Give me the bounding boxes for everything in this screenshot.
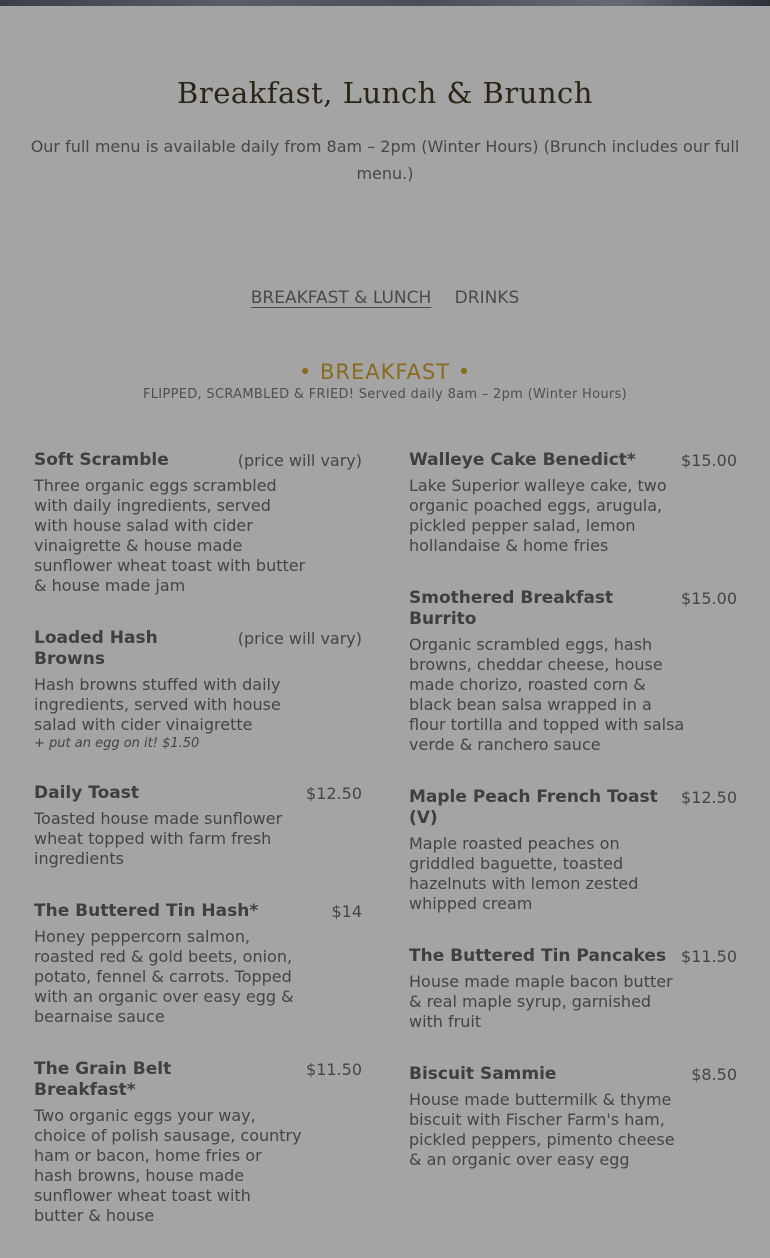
menu-item-addon-note: + put an egg on it! $1.50 — [34, 736, 200, 751]
menu-column-left — [34, 450, 362, 1258]
menu-item-description: House made buttermilk & thyme biscuit with Fischer Farm's ham, pickled peppers, pimento cheese & an organic over easy egg — [409, 1090, 675, 1169]
menu-item-description: House made maple bacon butter & real maple syrup, garnished with fruit — [409, 972, 673, 1031]
menu-item-price: $15.00 — [681, 451, 737, 470]
menu-item-price: $15.00 — [681, 589, 737, 608]
menu-item-description: Organic scrambled eggs, hash browns, cheddar cheese, house made chorizo, roasted corn & black bean salsa wrapped in a flour tortilla and topped with salsa verde & ranchero sauce — [409, 635, 685, 754]
menu-item-price: $11.50 — [306, 1060, 362, 1079]
menu-item-description: Hash browns stuffed with daily ingredients, served with house salad with cider vinaigrette — [34, 675, 281, 734]
menu-item-price: $12.50 — [681, 788, 737, 807]
section-title: • BREAKFAST • — [298, 360, 472, 384]
menu-item-description: Toasted house made sunflower wheat topped with farm fresh ingredients — [34, 809, 283, 868]
menu-item-price: $8.50 — [691, 1065, 737, 1084]
menu-item — [409, 946, 737, 1032]
menu-item-name: Daily Toast — [34, 783, 139, 803]
menu-item — [409, 450, 737, 556]
tab-breakfast-lunch[interactable]: BREAKFAST & LUNCH — [250, 288, 432, 308]
menu-item-description: Two organic eggs your way, choice of polish sausage, country ham or bacon, home fries or hash browns, house made sunflower wheat toast with butter & house — [34, 1106, 302, 1225]
menu-item-name: Biscuit Sammie — [409, 1064, 557, 1084]
tab-drinks[interactable]: DRINKS — [454, 288, 520, 308]
menu-item-price: $14 — [331, 902, 362, 921]
menu-item-price: (price will vary) — [237, 629, 362, 648]
menu-item-name: Soft Scramble — [34, 450, 169, 470]
menu-item-price: $12.50 — [306, 784, 362, 803]
menu-item-name: The Grain Belt Breakfast* — [34, 1059, 172, 1100]
menu-item-name: The Buttered Tin Hash* — [34, 901, 259, 921]
menu-item-name: Walleye Cake Benedict* — [409, 450, 636, 470]
menu-item-name: Maple Peach French Toast (V) — [409, 787, 658, 828]
menu-item-description: Three organic eggs scrambled with daily ingredients, served with house salad with cider vinaigrette & house made sunflower wheat toast with butter & house made jam — [34, 476, 306, 595]
menu-item — [409, 1064, 737, 1170]
menu-item — [34, 450, 362, 596]
page-title: Breakfast, Lunch & Brunch — [177, 76, 593, 110]
menu-item — [34, 1059, 362, 1226]
menu-item — [34, 628, 362, 751]
menu-item-description: Lake Superior walleye cake, two organic poached eggs, arugula, pickled pepper salad, lemon hollandaise & home fries — [409, 476, 667, 555]
menu-item — [409, 588, 737, 755]
menu-item-name: Smothered Breakfast Burrito — [409, 588, 614, 629]
menu-item-price: (price will vary) — [237, 451, 362, 470]
menu-item — [34, 783, 362, 869]
menu-column-right — [409, 450, 737, 1202]
menu-item-description: Maple roasted peaches on griddled baguette, toasted hazelnuts with lemon zested whipped cream — [409, 834, 639, 913]
section-subtitle: FLIPPED, SCRAMBLED & FRIED! Served daily 8am – 2pm (Winter Hours) — [142, 387, 627, 402]
menu-item-description: Honey peppercorn salmon, roasted red & gold beets, onion, potato, fennel & carrots. Topped with an organic over easy egg & bearnaise sauce — [34, 927, 294, 1026]
menu-item — [34, 901, 362, 1027]
menu-item — [409, 787, 737, 914]
menu-item-name: Loaded Hash Browns — [34, 628, 158, 669]
menu-item-name: The Buttered Tin Pancakes — [409, 946, 667, 966]
menu-item-price: $11.50 — [681, 947, 737, 966]
menu-tabs — [0, 288, 770, 308]
menu-hours-intro: Our full menu is available daily from 8am – 2pm (Winter Hours) (Brunch includes our full menu.) — [30, 137, 740, 183]
hero-image-edge — [0, 0, 770, 6]
